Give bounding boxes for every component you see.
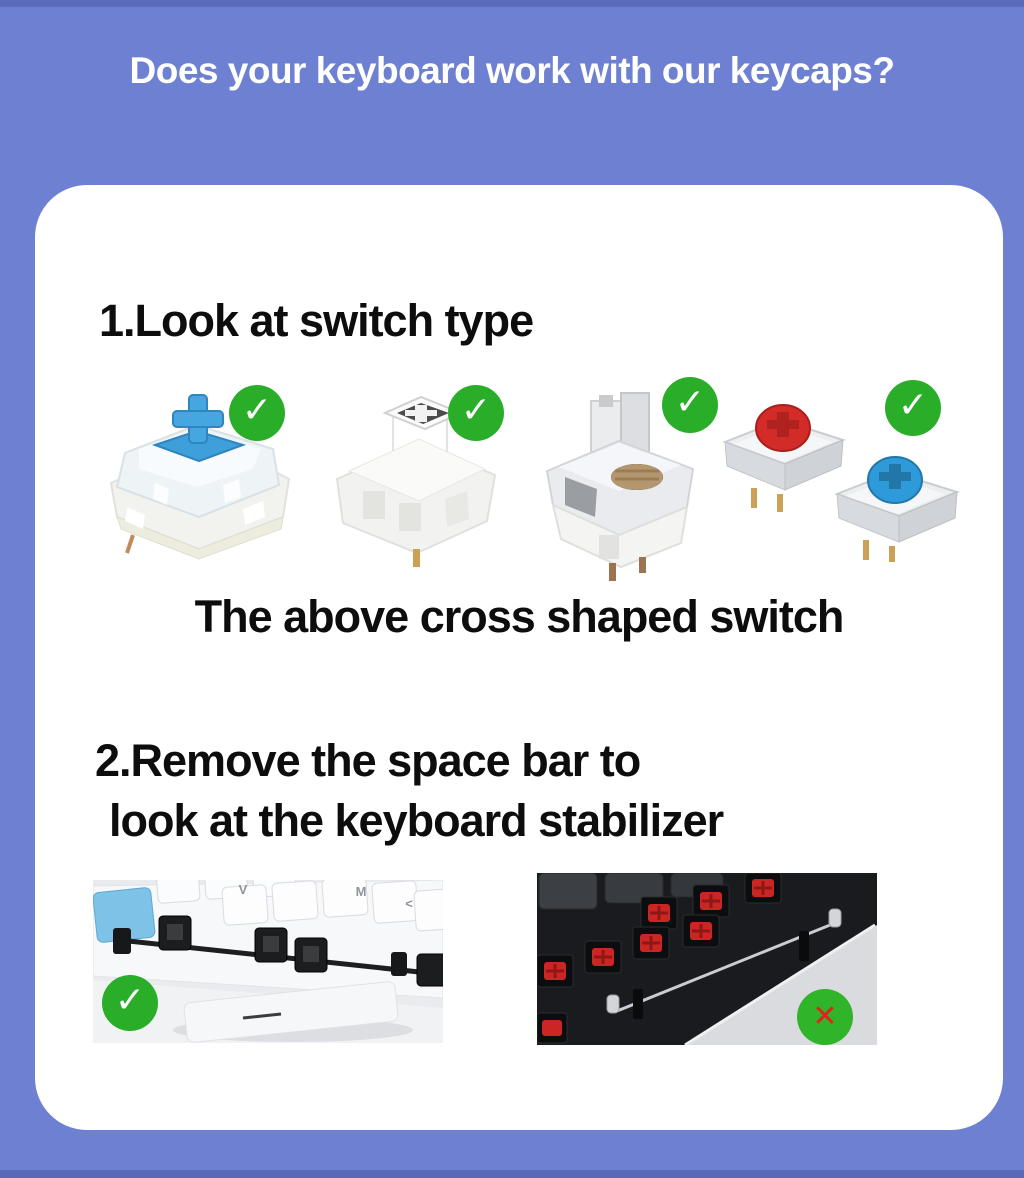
switch-housing (337, 439, 495, 553)
stabilizer-slot (799, 931, 809, 961)
key-legend: < (405, 896, 413, 911)
switch-pin (639, 557, 646, 573)
key-legend: M (355, 884, 367, 899)
page-title: Does your keyboard work with our keycaps? (129, 50, 895, 91)
switch-socket (417, 954, 443, 986)
check-icon (102, 975, 158, 1031)
stabilizer-clip (113, 928, 131, 954)
stabilizer-post (829, 909, 841, 927)
cross-icon (797, 989, 853, 1045)
stabilizer-clip (391, 952, 407, 976)
switch-pin (609, 563, 616, 581)
check-glyph: ✓ (114, 980, 146, 1021)
check-icon (885, 380, 941, 436)
section2-heading (95, 731, 723, 851)
section1-heading: 1.Look at switch type (99, 295, 534, 346)
check-glyph: ✓ (674, 382, 706, 423)
check-glyph: ✓ (241, 390, 273, 431)
red-low-profile-switch (725, 405, 843, 512)
blue-low-profile-switch (837, 457, 957, 562)
check-icon (448, 385, 504, 441)
switch-pin (413, 549, 420, 567)
section2-heading-line2: look at the keyboard stabilizer (109, 795, 724, 846)
check-glyph: ✓ (460, 390, 492, 431)
cross-glyph: ✕ (812, 999, 838, 1034)
section2-heading-line1: 2.Remove the space bar to (95, 735, 641, 786)
switch-pin (127, 535, 133, 553)
stabilizer-post (607, 995, 619, 1013)
check-glyph: ✓ (897, 385, 929, 426)
section1-caption: The above cross shaped switch (194, 591, 844, 642)
key-legend: V (238, 882, 248, 897)
check-icon (229, 385, 285, 441)
content-card (35, 185, 1003, 1130)
stabilizer-slot (633, 989, 643, 1019)
check-icon (662, 377, 718, 433)
